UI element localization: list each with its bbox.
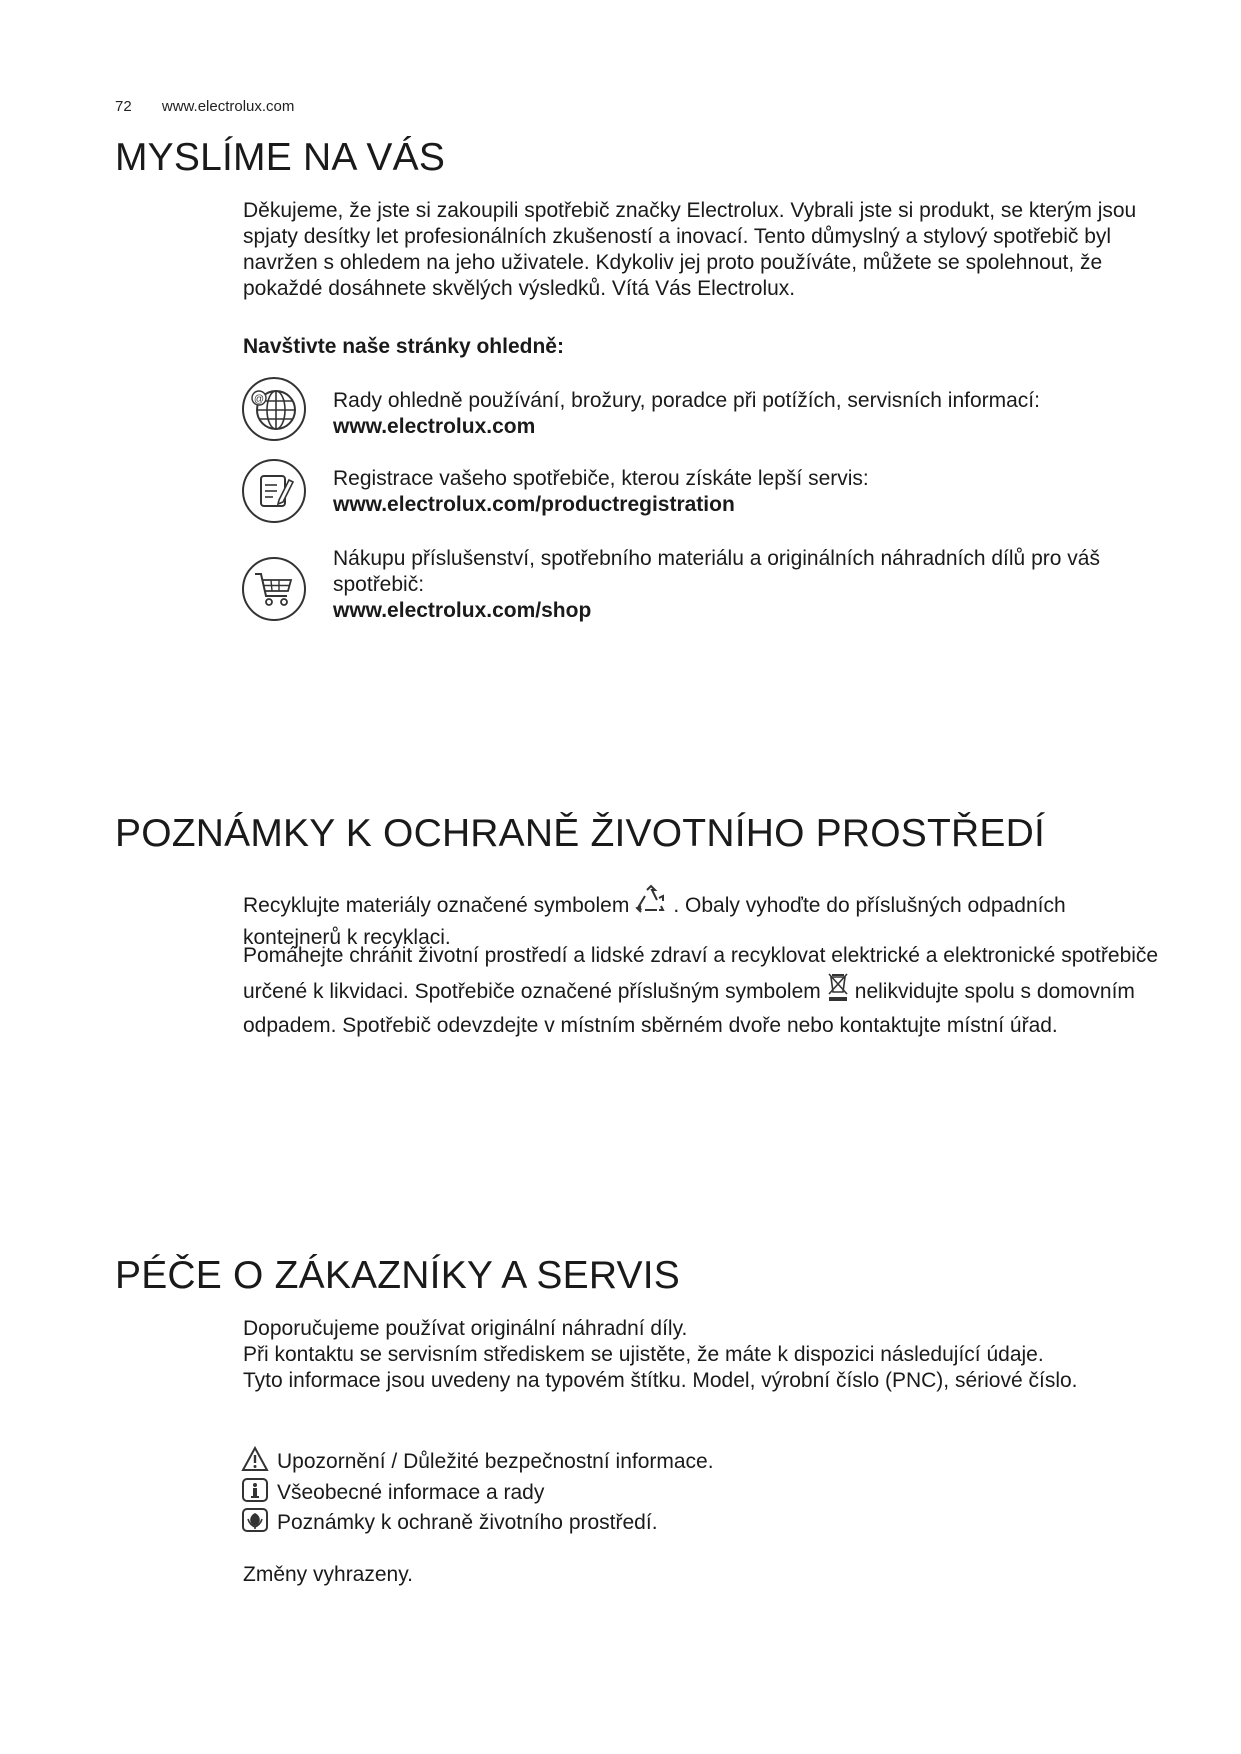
environment-paragraph-recycle: Recyklujte materiály označené symbolem . Obaly vyhoďte do příslušných odpadních kontejnerů k recyklaci. bbox=[243, 884, 1163, 951]
shopping-cart-icon bbox=[241, 556, 307, 622]
section-title-customer-care: PÉČE O ZÁKAZNÍKY A SERVIS bbox=[115, 1254, 680, 1297]
info-icon bbox=[241, 1477, 269, 1510]
legend-warning: Upozornění / Důležité bezpečnostní informace. bbox=[241, 1446, 714, 1479]
recycle-icon bbox=[635, 884, 667, 925]
link-item-shop: Nákupu příslušenství, spotřebního materiálu a originálních náhradních dílů pro váš spotřebič: www.electrolux.com/shop bbox=[333, 546, 1163, 624]
changes-reserved-note: Změny vyhrazeny. bbox=[243, 1563, 413, 1586]
link-item-registration: Registrace vašeho spotřebiče, kterou získáte lepší servis: www.electrolux.com/productregistration bbox=[333, 466, 1163, 518]
weee-bin-icon bbox=[827, 970, 849, 1012]
link-shop[interactable]: www.electrolux.com/shop bbox=[333, 599, 592, 622]
section-title-environment: POZNÁMKY K OCHRANĚ ŽIVOTNÍHO PROSTŘEDÍ bbox=[115, 812, 1045, 855]
environment-icon bbox=[241, 1507, 269, 1540]
legend-info: Všeobecné informace a rady bbox=[241, 1477, 544, 1510]
link-item-support: Rady ohledně používání, brožury, poradce při potížích, servisních informací: www.electrolux.com bbox=[333, 388, 1163, 440]
page-number: 72 bbox=[115, 98, 132, 115]
warning-icon bbox=[241, 1446, 269, 1479]
link-electrolux-com[interactable]: www.electrolux.com bbox=[333, 415, 536, 438]
intro-paragraph: Děkujeme, že jste si zakoupili spotřebič značky Electrolux. Vybrali jste si produkt, se kterým jsou spjaty desítky let profesionálních zkušeností a inovací. Tento důmyslný a stylový spotřebič byl navržen s ohledem na jeho uživatele. Kdykoliv jej proto používáte, můžete se spolehnout, že pokaždé dosáhnete skvělých výsledků. Vítá Vás Electrolux. bbox=[243, 199, 1137, 300]
globe-icon bbox=[241, 376, 307, 442]
section-title-thinking-of-you: MYSLÍME NA VÁS bbox=[115, 136, 446, 179]
visit-heading: Navštivte naše stránky ohledně: bbox=[243, 335, 564, 358]
svg-text:@: @ bbox=[253, 394, 265, 405]
environment-paragraph-weee: Pomáhejte chránit životní prostředí a lidské zdraví a recyklovat elektrické a elektronické spotřebiče určené k likvidaci. Spotřebiče označené příslušným symbolem nelikvidujte spolu s domovním odpadem. Spotřebič odevzdejte v místním sběrném dvoře nebo kontaktujte místní úřad. bbox=[243, 944, 1159, 1037]
header-website: www.electrolux.com bbox=[161, 98, 295, 115]
registration-icon bbox=[241, 458, 307, 524]
customer-care-paragraph: Doporučujeme používat originální náhradní díly. Při kontaktu se servisním střediskem se ujistěte, že máte k dispozici následující údaje. Tyto informace jsou uvedeny na typovém štítku. Model, výrobní číslo (PNC), sériové číslo. bbox=[243, 1317, 1078, 1392]
legend-environment: Poznámky k ochraně životního prostředí. bbox=[241, 1507, 658, 1540]
link-product-registration[interactable]: www.electrolux.com/productregistration bbox=[333, 493, 735, 516]
page-header bbox=[115, 98, 294, 115]
